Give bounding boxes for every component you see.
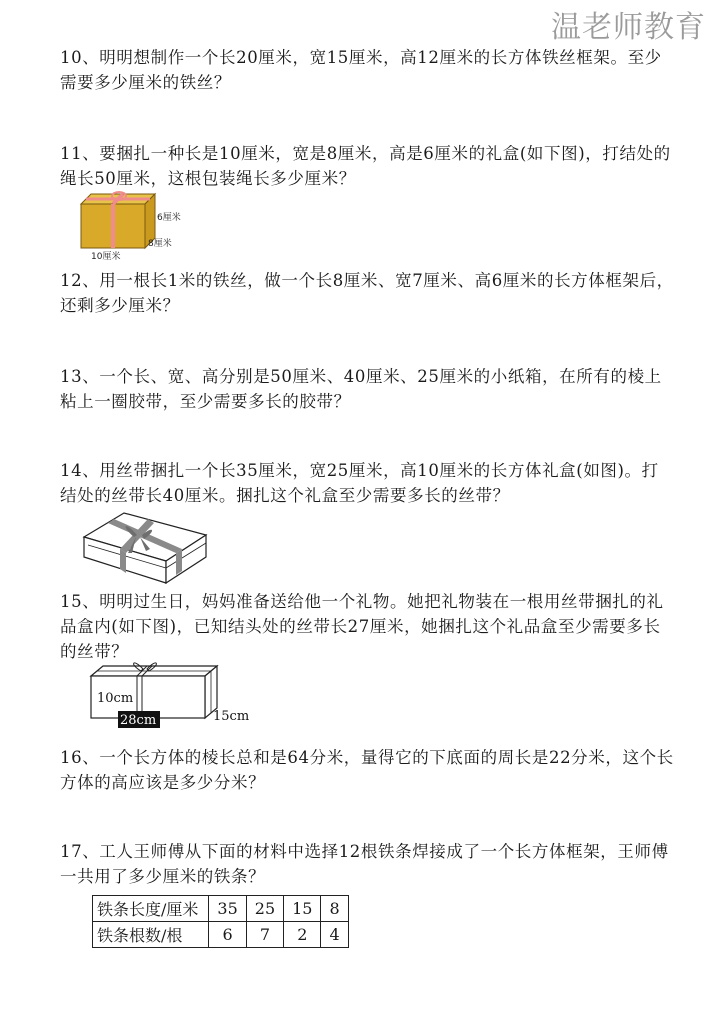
table-cell: 2 [284,922,321,948]
table-cell: 8 [321,896,348,922]
question-17: 17、工人王师傅从下面的材料中选择12根铁条焊接成了一个长方体框架，王师傅一共用了多少厘米的铁条？ [60,842,669,886]
table-row [93,922,349,948]
fig15-length-label: 28cm [120,713,157,728]
fig11-height-label: 6厘米 [157,213,181,223]
gift-box-figure-14 [80,505,210,590]
table-cell: 15 [284,896,321,922]
table-row-header: 铁条根数/根 [93,922,209,948]
table-cell: 6 [209,922,246,948]
fig15-width-label: 15cm [213,709,250,724]
question-13: 13、一个长、宽、高分别是50厘米、40厘米、25厘米的小纸箱，在所有的棱上粘上一圈胶带，至少需要多长的胶带？ [60,367,662,411]
gift-box-figure-15 [85,660,255,728]
table-cell: 25 [246,896,283,922]
fig15-height-label: 10cm [97,691,134,706]
iron-bar-table [92,895,349,948]
table-cell: 4 [321,922,348,948]
watermark: 温老师教育 [551,10,706,45]
question-16: 16、一个长方体的棱长总和是64分米，量得它的下底面的周长是22分米，这个长方体的高应该是多少分米？ [60,748,674,792]
table-cell: 35 [209,896,246,922]
fig11-length-label: 10厘米 [91,252,121,262]
gift-box-figure-11 [75,190,195,262]
question-11: 11、要捆扎一种长是10厘米，宽是8厘米，高是6厘米的礼盒(如下图)，打结处的绳长50厘米，这根包装绳长多少厘米？ [60,144,671,188]
fig11-width-label: 8厘米 [148,239,172,249]
question-14: 14、用丝带捆扎一个长35厘米，宽25厘米，高10厘米的长方体礼盒(如图)。打结处的丝带长40厘米。捆扎这个礼盒至少需要多长的丝带？ [60,461,659,505]
table-row-header: 铁条长度/厘米 [93,896,209,922]
table-row [93,896,349,922]
question-10: 10、明明想制作一个长20厘米，宽15厘米，高12厘米的长方体铁丝框架。至少需要多少厘米的铁丝？ [60,48,662,92]
question-12: 12、用一根长1米的铁丝，做一个长8厘米、宽7厘米、高6厘米的长方体框架后，还剩多少厘米？ [60,271,674,315]
table-cell: 7 [246,922,283,948]
question-15: 15、明明过生日，妈妈准备送给他一个礼物。她把礼物装在一根用丝带捆扎的礼品盒内(如下图)，已知结头处的丝带长27厘米，她捆扎这个礼品盒至少需要多长的丝带？ [60,592,664,661]
